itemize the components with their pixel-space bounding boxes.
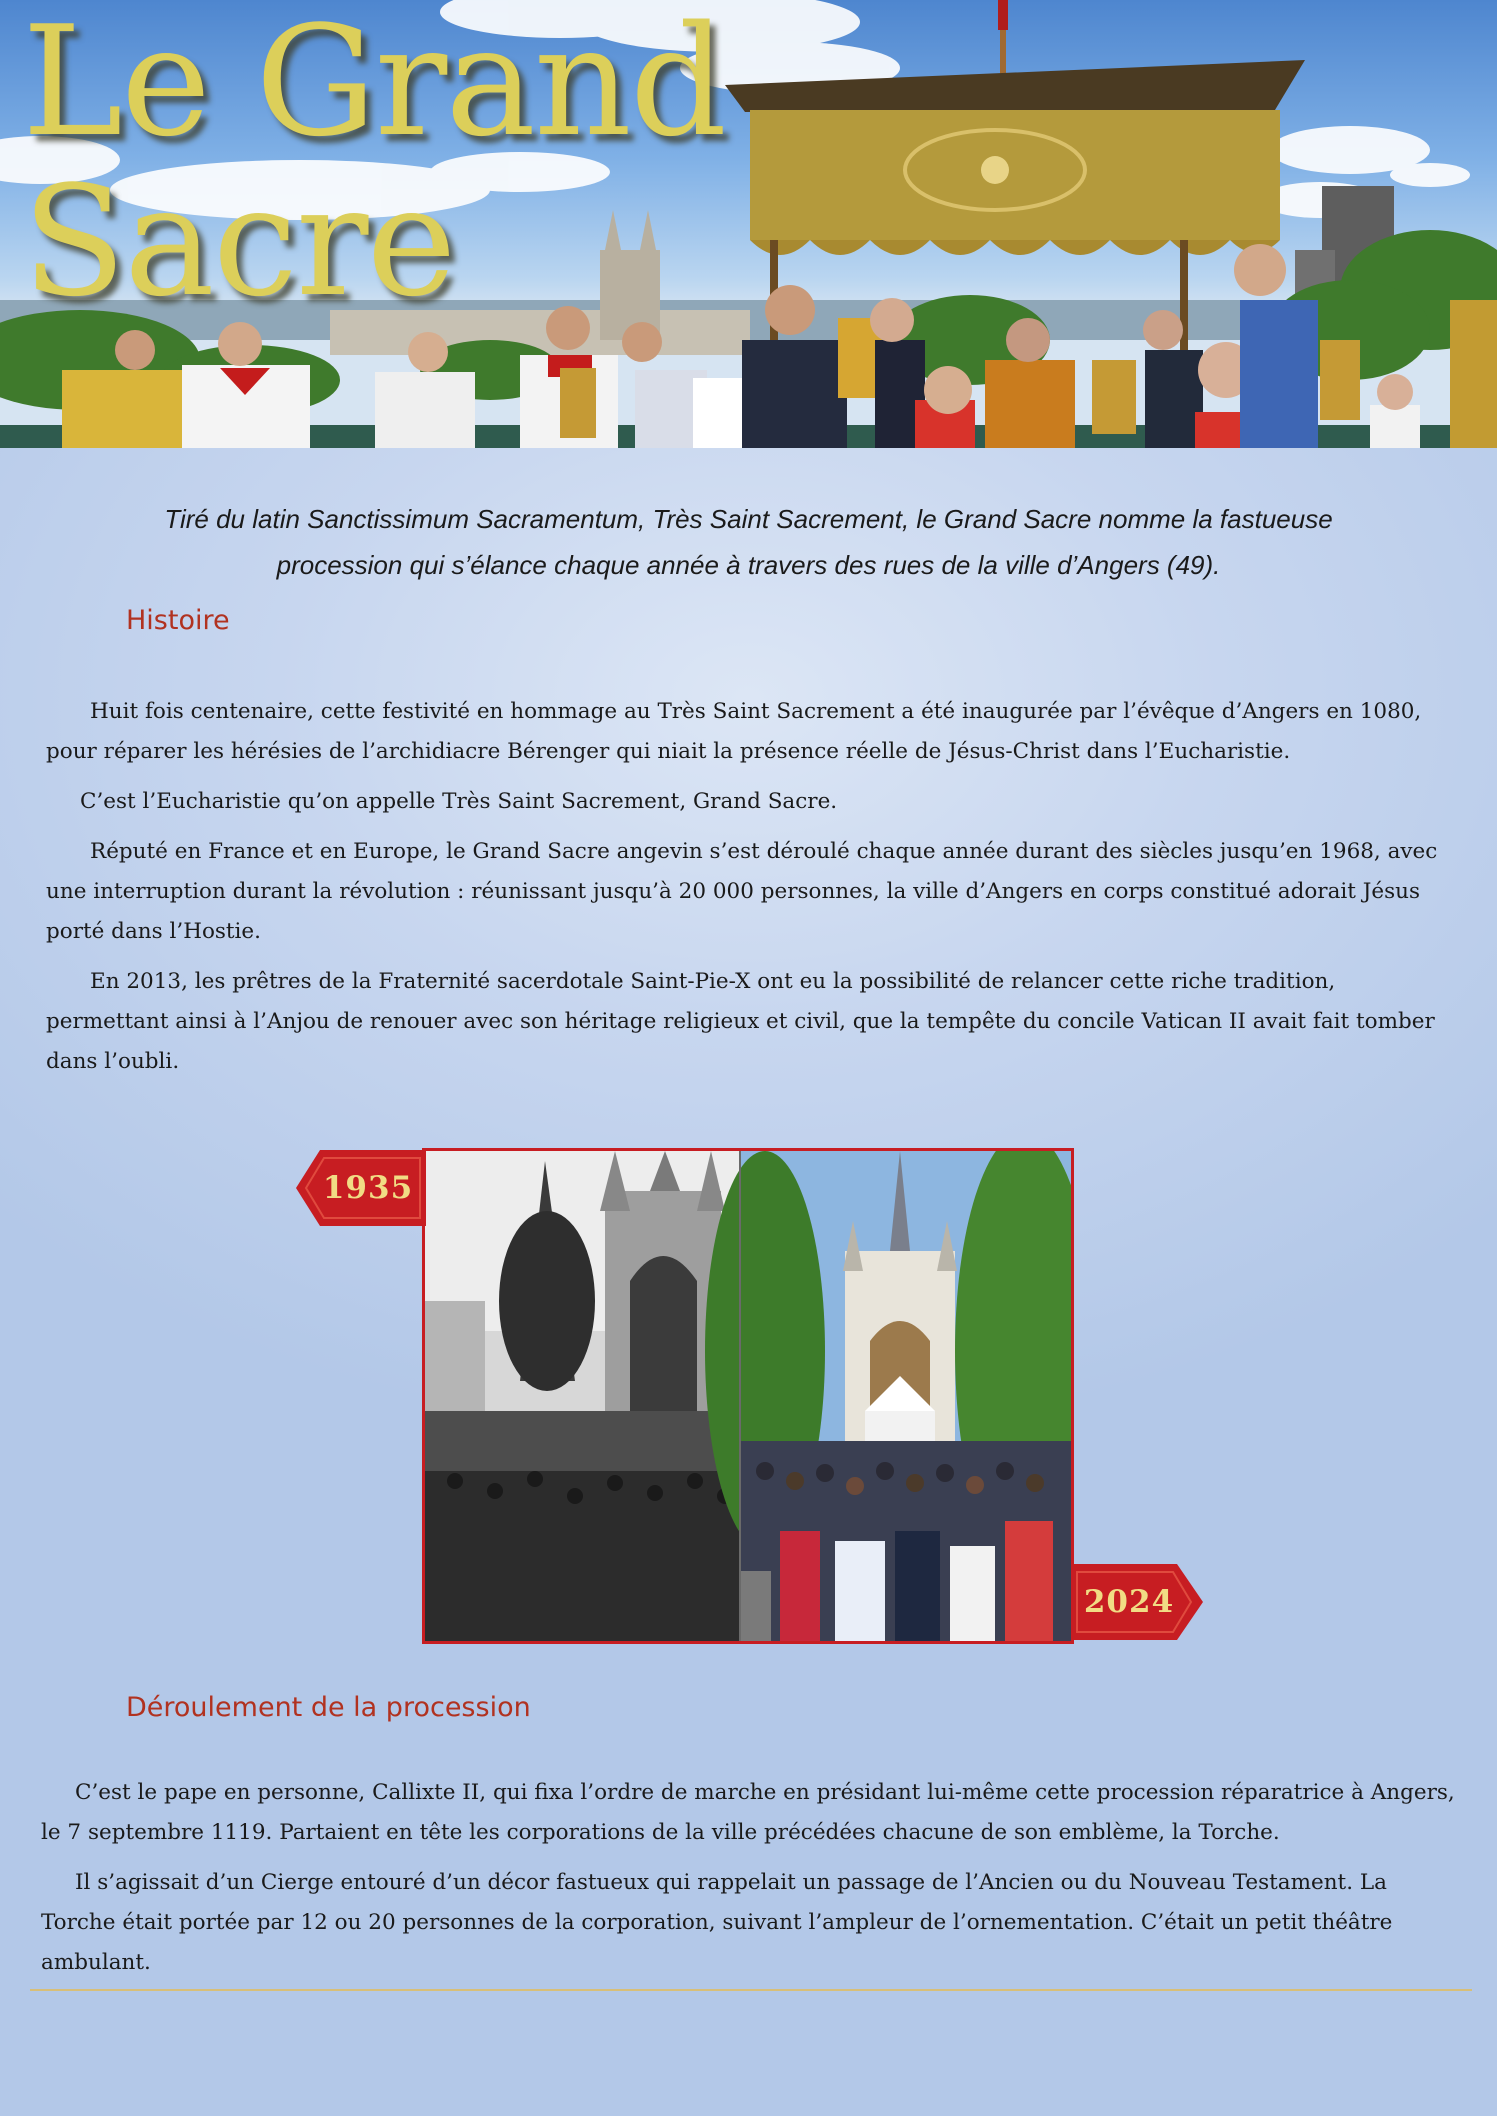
title-line-2: Sacre [22, 153, 455, 330]
title-line-1: Le Grand [22, 0, 726, 170]
bottom-divider [30, 1989, 1472, 1991]
histoire-paragraph-3: Réputé en France et en Europe, le Grand Sacre angevin s’est déroulé chaque année durant des siècles jusqu’en 1968, avec une interruption durant la révolution : réunissant jusqu’à 20 000 personnes, la ville d’Angers en corps constitué adorait Jésus porté dans l’Hostie. [46, 839, 1438, 944]
intro-line-2: procession qui s’élance chaque année à travers des rues de la ville d’Angers (49). [276, 550, 1221, 580]
histoire-paragraph-2: C’est l’Eucharistie qu’on appelle Très Saint Sacrement, Grand Sacre. [80, 789, 838, 814]
page-title [22, 0, 726, 330]
histoire-paragraph-1: Huit fois centenaire, cette festivité en hommage au Très Saint Sacrement a été inaugurée par l’évêque d’Angers en 1080, pour réparer les hérésies de l’archidiacre Bérenger qui niait la présence réelle de Jésus-Christ dans l’Eucharistie. [46, 699, 1422, 764]
deroulement-paragraph-2: Il s’agissait d’un Cierge entouré d’un décor fastueux qui rappelait un passage de l’Ancien ou du Nouveau Testament. La Torche était portée par 12 ou 20 personnes de la corporation, suivant l’ampleur de l’ornementation. C’était un petit théâtre ambulant. [41, 1870, 1393, 1975]
hero-banner [0, 0, 1497, 448]
label-1935-text: 1935 [322, 1170, 414, 1206]
comparison-photos [425, 1151, 1071, 1641]
histoire-paragraph-4: En 2013, les prêtres de la Fraternité sacerdotale Saint-Pie-X ont eu la possibilité de relancer cette riche tradition, permettant ainsi à l’Anjou de renouer avec son héritage religieux et civil, que la tempête du concile Vatican II avait fait tomber dans l’oubli. [46, 969, 1435, 1074]
section-heading-deroulement: Déroulement de la procession [126, 1692, 531, 1723]
section-heading-histoire: Histoire [126, 605, 230, 636]
label-2024 [1071, 1562, 1203, 1642]
intro-text [120, 496, 1377, 588]
deroulement-paragraph-1: C’est le pape en personne, Callixte II, qui fixa l’ordre de marche en présidant lui-même cette procession réparatrice à Angers, le 7 septembre 1119. Partaient en tête les corporations de la ville précédées chacune de son emblème, la Torche. [41, 1780, 1455, 1845]
photo-1935 [425, 1151, 741, 1641]
comparison-image [422, 1148, 1074, 1644]
label-2024-text: 2024 [1083, 1584, 1175, 1620]
intro-line-1: Tiré du latin Sanctissimum Sacramentum, Très Saint Sacrement, le Grand Sacre nomme la fastueuse [164, 504, 1333, 534]
photo-2024 [705, 1151, 1071, 1641]
label-1935 [296, 1148, 426, 1228]
